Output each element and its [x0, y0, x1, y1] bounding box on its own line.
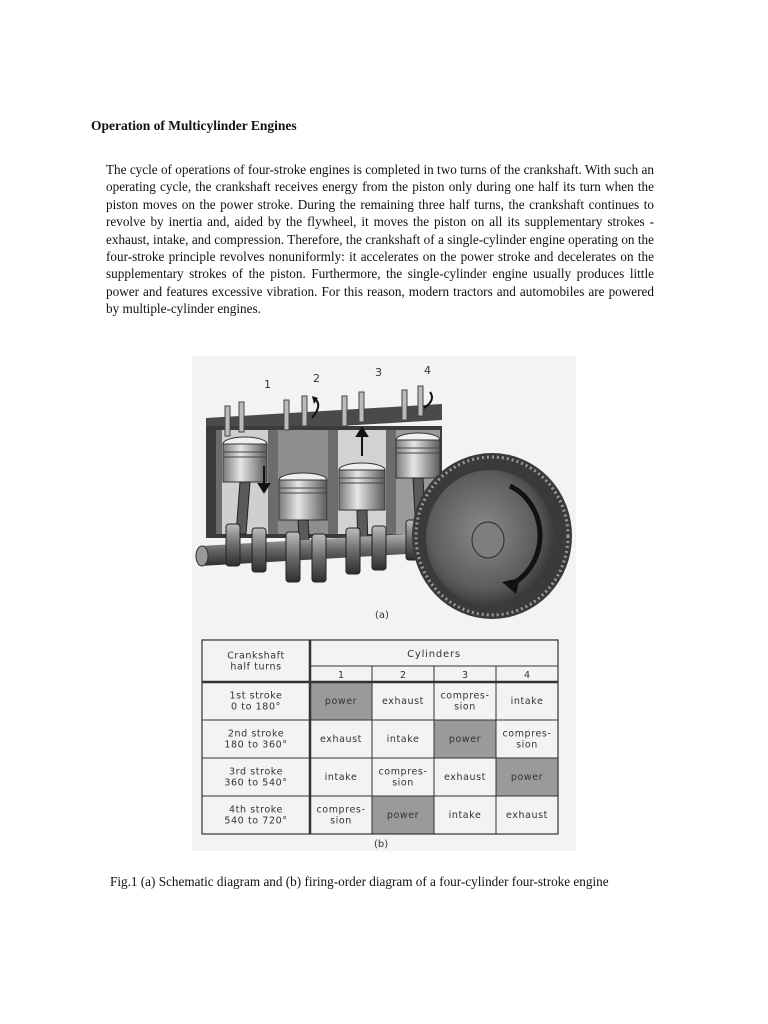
cylinder-number-3: 3 [375, 366, 382, 379]
table-cell: exhaust [443, 772, 487, 783]
table-cell: intake [510, 696, 544, 707]
table-cell: sion [330, 815, 352, 827]
row-label: 1st stroke [229, 690, 283, 702]
corner-header: Crankshaft [227, 650, 285, 662]
table-cell: power [510, 772, 544, 783]
document-heading: Operation of Multicylinder Engines [91, 118, 297, 133]
body-paragraph: The cycle of operations of four-stroke engines is completed in two turns of the crankshaft. With such an operating cycle, the crankshaft receives energy from the piston only during one half its turn when the piston moves on the power stroke. During the remaining three half turns, the crankshaft continues to revolve by inertia and, aided by the flywheel, it moves the piston on all its supplementary strokes - exhaust, intake, and compression. Therefore, the crankshaft of a single-cylinder engine operating on the four-stroke principle revolves nonuniformly: it accelerates on the power stroke and decelerates on the supplementary strokes of the piston. Furthermore, the single-cylinder engine usually produces little power and features excessive vibration. For this reason, modern tractors and automobiles are powered by multiple-cylinder engines. [106, 162, 654, 317]
column-header: 1 [337, 670, 345, 681]
table-cell: exhaust [381, 696, 425, 707]
column-header: 4 [523, 670, 531, 681]
figure-caption: Fig.1 (a) Schematic diagram and (b) firing-order diagram of a four-cylinder four-stroke engine [110, 874, 609, 889]
row-label: 4th stroke [228, 804, 284, 816]
table-cell: compres- [316, 804, 366, 816]
row-label: 360 to 540° [224, 777, 288, 789]
cylinder-number-4: 4 [424, 364, 431, 377]
engine-figure-svg [192, 356, 576, 851]
table-cell: exhaust [319, 734, 363, 745]
column-header: 2 [399, 670, 407, 681]
cylinder-number-2: 2 [313, 372, 320, 385]
table-cell: intake [324, 772, 358, 783]
table-cell: compres- [502, 728, 552, 740]
table-cell: compres- [378, 766, 428, 778]
row-label: 3rd stroke [228, 766, 284, 778]
figure-label-b: (b) [374, 839, 389, 850]
row-label: 540 to 720° [224, 815, 288, 827]
table-cell: intake [386, 734, 420, 745]
cylinders-header: Cylinders [407, 649, 461, 660]
engine-figure [192, 356, 576, 851]
table-cell: sion [516, 739, 538, 751]
table-cell: power [448, 734, 482, 745]
firing-order-table [202, 640, 558, 834]
table-cell: exhaust [505, 810, 549, 821]
table-cell: compres- [440, 690, 490, 702]
row-label: 2nd stroke [227, 728, 285, 740]
row-label: 0 to 180° [231, 701, 281, 713]
table-cell: power [324, 696, 358, 707]
row-label: 180 to 360° [224, 739, 288, 751]
corner-header: half turns [230, 661, 282, 673]
table-cell: sion [392, 777, 414, 789]
figure-label-a: (a) [375, 610, 389, 621]
engine-schematic [196, 386, 572, 619]
table-cell: sion [454, 701, 476, 713]
table-cell: intake [448, 810, 482, 821]
table-cell: power [386, 810, 420, 821]
cylinder-number-1: 1 [264, 378, 271, 391]
column-header: 3 [461, 670, 469, 681]
